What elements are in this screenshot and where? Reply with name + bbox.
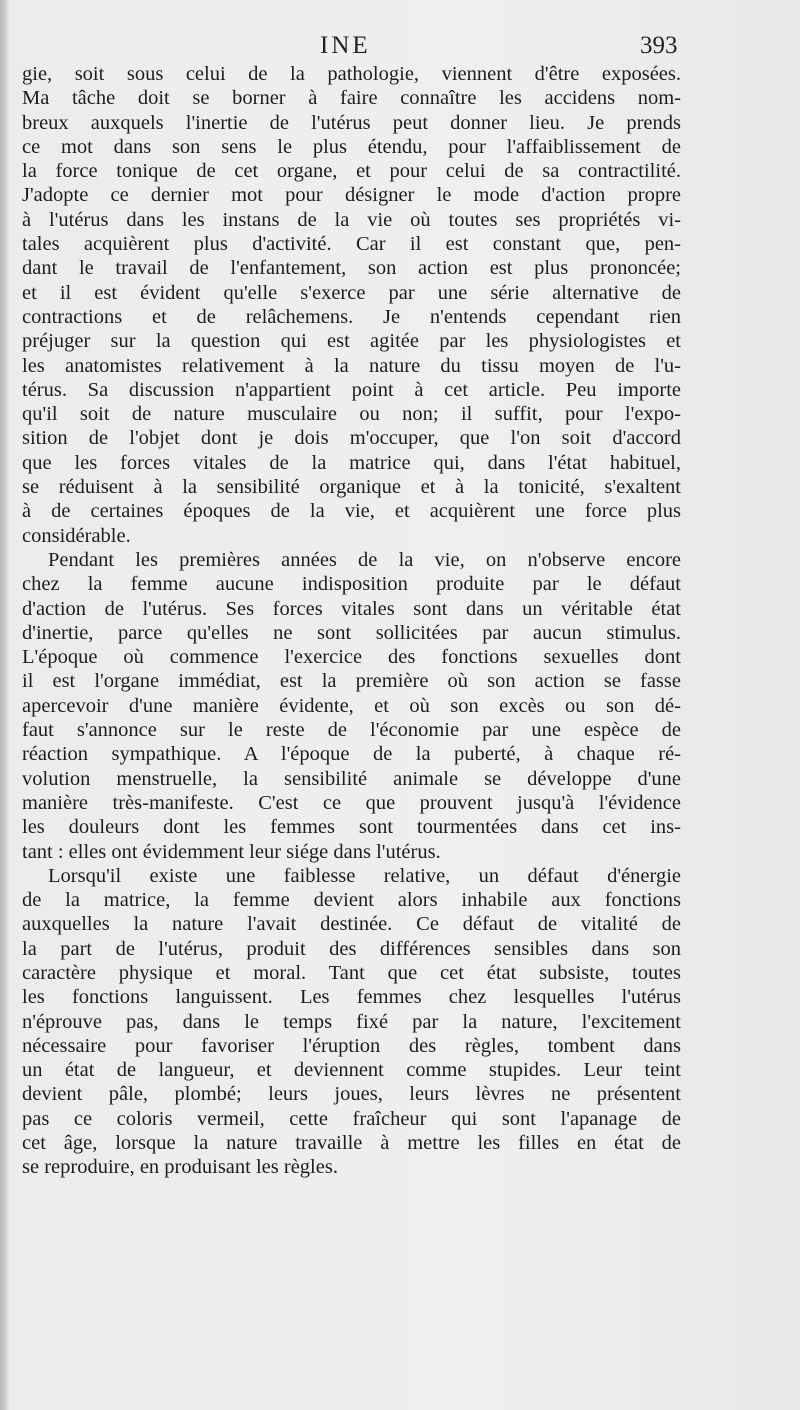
- text-line: sition de l'objet dont je dois m'occuper, que l'on soit d'accord: [22, 427, 681, 450]
- text-line: faut s'annonce sur le reste de l'économie par une espèce de: [22, 719, 681, 742]
- binding-gutter-shadow: [0, 0, 10, 1410]
- text-line: tales acquièrent plus d'activité. Car il est constant que, pen-: [22, 233, 681, 256]
- text-line: d'inertie, parce qu'elles ne sont sollicitées par aucun stimulus.: [22, 621, 681, 644]
- text-line: et il est évident qu'elle s'exerce par une série alternative de: [22, 281, 681, 304]
- text-line: se reproduire, en produisant les règles.: [22, 1156, 338, 1179]
- text-line: les fonctions languissent. Les femmes chez lesquelles l'utérus: [22, 986, 681, 1009]
- text-line: breux auxquels l'inertie de l'utérus peut donner lieu. Je prends: [22, 111, 681, 134]
- text-line: un état de langueur, et deviennent comme stupides. Leur teint: [22, 1059, 681, 1082]
- text-line: Lorsqu'il existe une faiblesse relative, un défaut d'énergie: [48, 864, 681, 887]
- body-text: [22, 62, 681, 1180]
- text-line: que les forces vitales de la matrice qui, dans l'état habituel,: [22, 451, 681, 474]
- text-line: se réduisent à la sensibilité organique et à la tonicité, s'exaltent: [22, 476, 681, 499]
- text-line: ce mot dans son sens le plus étendu, pour l'affaiblissement de: [22, 135, 681, 158]
- text-line: J'adopte ce dernier mot pour désigner le mode d'action propre: [22, 184, 681, 207]
- text-line: les douleurs dont les femmes sont tourmentées dans cet ins-: [22, 816, 681, 839]
- text-line: manière très-manifeste. C'est ce que prouvent jusqu'à l'évidence: [22, 791, 681, 814]
- text-line: réaction sympathique. A l'époque de la puberté, à chaque ré-: [22, 743, 681, 766]
- text-line: volution menstruelle, la sensibilité animale se développe d'une: [22, 767, 681, 790]
- text-line: dant le travail de l'enfantement, son action est plus prononcée;: [22, 257, 681, 280]
- page-number: 393: [640, 32, 678, 59]
- text-line: considérable.: [22, 524, 131, 547]
- text-line: d'action de l'utérus. Ses forces vitales sont dans un véritable état: [22, 597, 681, 620]
- text-line: qu'il soit de nature musculaire ou non; il suffit, pour l'expo-: [22, 403, 681, 426]
- text-line: n'éprouve pas, dans le temps fixé par la nature, l'excitement: [22, 1010, 681, 1033]
- text-line: tant : elles ont évidemment leur siége dans l'utérus.: [22, 840, 441, 863]
- text-line: chez la femme aucune indisposition produite par le défaut: [22, 573, 681, 596]
- text-line: auxquelles la nature l'avait destinée. Ce défaut de vitalité de: [22, 913, 681, 936]
- text-line: gie, soit sous celui de la pathologie, viennent d'être exposées.: [22, 63, 681, 85]
- text-line: pas ce coloris vermeil, cette fraîcheur qui sont l'apanage de: [22, 1107, 681, 1130]
- text-line: contractions et de relâchemens. Je n'entends cependant rien: [22, 305, 681, 328]
- text-line: à l'utérus dans les instans de la vie où toutes ses propriétés vi-: [22, 208, 681, 231]
- running-head-word: INE: [320, 32, 371, 59]
- text-line: caractère physique et moral. Tant que cet état subsiste, toutes: [22, 961, 681, 984]
- text-line: il est l'organe immédiat, est la première où son action se fasse: [22, 670, 681, 693]
- text-line: de la matrice, la femme devient alors inhabile aux fonctions: [22, 889, 681, 912]
- text-line: térus. Sa discussion n'appartient point à cet article. Peu importe: [22, 378, 681, 401]
- text-line: la force tonique de cet organe, et pour celui de sa contractilité.: [22, 160, 681, 183]
- text-line: la part de l'utérus, produit des différences sensibles dans son: [22, 937, 681, 960]
- text-line: devient pâle, plombé; leurs joues, leurs lèvres ne présentent: [22, 1083, 681, 1106]
- paragraph-3: [22, 864, 681, 1180]
- text-line: nécessaire pour favoriser l'éruption des règles, tombent dans: [22, 1034, 681, 1057]
- text-line: apercevoir d'une manière évidente, et où son excès ou son dé-: [22, 694, 681, 717]
- paragraph-2: [22, 548, 681, 864]
- text-line: préjuger sur la question qui est agitée par les physiologistes et: [22, 330, 681, 353]
- text-line: Ma tâche doit se borner à faire connaître les accidens nom-: [22, 87, 681, 110]
- text-line: L'époque où commence l'exercice des fonctions sexuelles dont: [22, 646, 681, 669]
- text-line: à de certaines époques de la vie, et acquièrent une force plus: [22, 500, 681, 523]
- paragraph-1: [22, 62, 681, 548]
- text-line: les anatomistes relativement à la nature du tissu moyen de l'u-: [22, 354, 681, 377]
- text-line: cet âge, lorsque la nature travaille à mettre les filles en état de: [22, 1132, 681, 1155]
- text-line: Pendant les premières années de la vie, on n'observe encore: [48, 548, 681, 571]
